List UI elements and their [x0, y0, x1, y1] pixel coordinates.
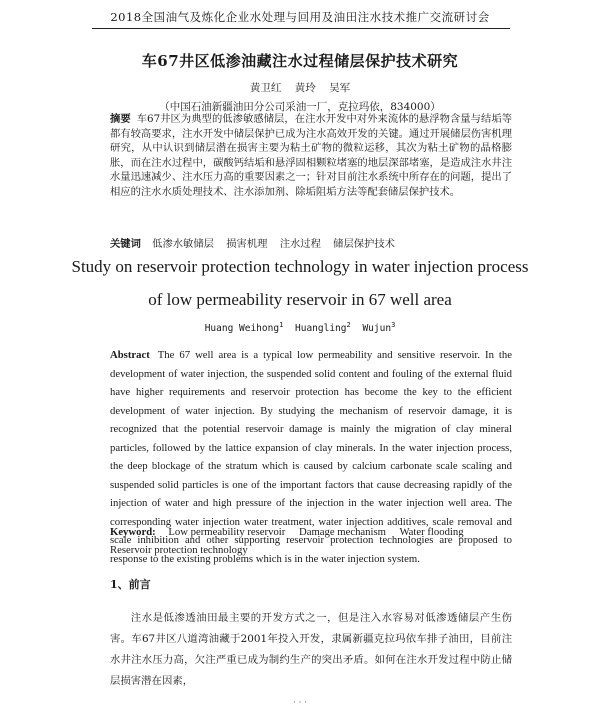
keywords-chinese [110, 235, 530, 250]
abstract-en-text: The 67 well area is a typical low permeability and sensitive reservoir. In the development of water injection, the suspended solid content and fouling of the external fluid have higher requirements and reservoir protection has become the key to the efficient development of water injection. By studying the mechanism of reservoir damage, it is recognized that the potential reservoir damage is mainly the migration of clay mineral particles, followed by the lattice expansion of clay minerals. In the water injection process, the deep blockage of the stratum which is caused by calcium carbonate scale scaling and suspended solid particles is one of the important factors that cause decreasing rapidly of the injection of water and high pressure of the injection in the water injection well area. The corresponding water injection water treatment, water injection additives, scale removal and scale inhibition and other supporting reservoir protection technologies are proposed to response to the existing problems which is in the water injection system. [110, 349, 512, 566]
author-cn-2: 黄玲 [294, 82, 316, 94]
author-en-1: Huang Weihong$^1$ [204, 321, 284, 335]
abstract-chinese [110, 112, 512, 200]
author-cn-1: 黄卫红 [249, 82, 282, 94]
header-rule [92, 28, 510, 29]
author-en-3: Wujun$^3$ [362, 321, 396, 335]
keyword-cn-4: 储层保护技术 [333, 238, 395, 250]
running-header: 2018全国油气及炼化企业水处理与回用及油田注水技术推广交流研讨会 [110, 10, 490, 24]
abstract-en-label: Abstract [110, 349, 150, 361]
title-chinese: 车67井区低渗油藏注水过程储层保护技术研究 [141, 52, 459, 70]
section-heading-introduction: 1、前言 [110, 578, 151, 591]
abstract-cn-label: 摘要 [110, 113, 131, 125]
keyword-cn-3: 注水过程 [279, 238, 321, 250]
keywords-english [110, 523, 512, 559]
introduction-body: 注水是低渗透油田最主要的开发方式之一，但是注入水容易对低渗透储层产生伤害。车67井区八道湾油藏于2001年投入开发，隶属新疆克拉玛依车排子油田，目前注水井注水压力高，欠注严重已成为制约生产的突出矛盾。如何在注水开发过程中防止储层损害潜在因素， [110, 612, 512, 687]
title-english-line-2: of low permeability reservoir in 67 well area [148, 290, 452, 309]
title-english-line-1: Study on reservoir protection technology in water injection process [71, 257, 529, 276]
authors-chinese [0, 80, 600, 95]
keyword-en-4: Reservoir protection technology [110, 544, 248, 556]
authors-english [0, 321, 600, 334]
keyword-cn-2: 损害机理 [226, 238, 268, 250]
page-number-mark: · · · [292, 698, 308, 708]
keywords-en-label: Keyword: [110, 526, 156, 538]
keyword-en-3: Water flooding [399, 526, 464, 538]
keywords-cn-label: 关键词 [110, 238, 141, 250]
author-cn-3: 吴军 [329, 82, 351, 94]
abstract-cn-text: 车67井区为典型的低渗敏感储层，在注水开发中对外来流体的悬浮物含量与结垢等都有较高要求，注水开发中储层保护已成为注水高效开发的关键。通过开展储层伤害机理研究，从中认识到储层潜在损害主要为粘土矿物的微粒运移，其次为粘土矿物的晶格膨胀，而在注水过程中，碳酸钙结垢和悬浮固相颗粒堵塞的地层深部堵塞，是造成注水井注水量迅速减少、注水压力高的重要因素之一；针对目前注水系统中所存在的问题，提出了相应的注水水质处理技术、注水添加剂、除垢阻垢方法等配套储层保护技术。 [110, 113, 512, 198]
keyword-en-1: Low permeability reservoir [168, 526, 286, 538]
author-en-2: Huangling$^2$ [295, 321, 351, 335]
keyword-cn-1: 低渗水敏储层 [152, 238, 214, 250]
affiliation-chinese: （中国石油新疆油田分公司采油一厂，克拉玛依，834000） [159, 101, 441, 113]
keyword-en-2: Damage mechanism [299, 526, 386, 538]
